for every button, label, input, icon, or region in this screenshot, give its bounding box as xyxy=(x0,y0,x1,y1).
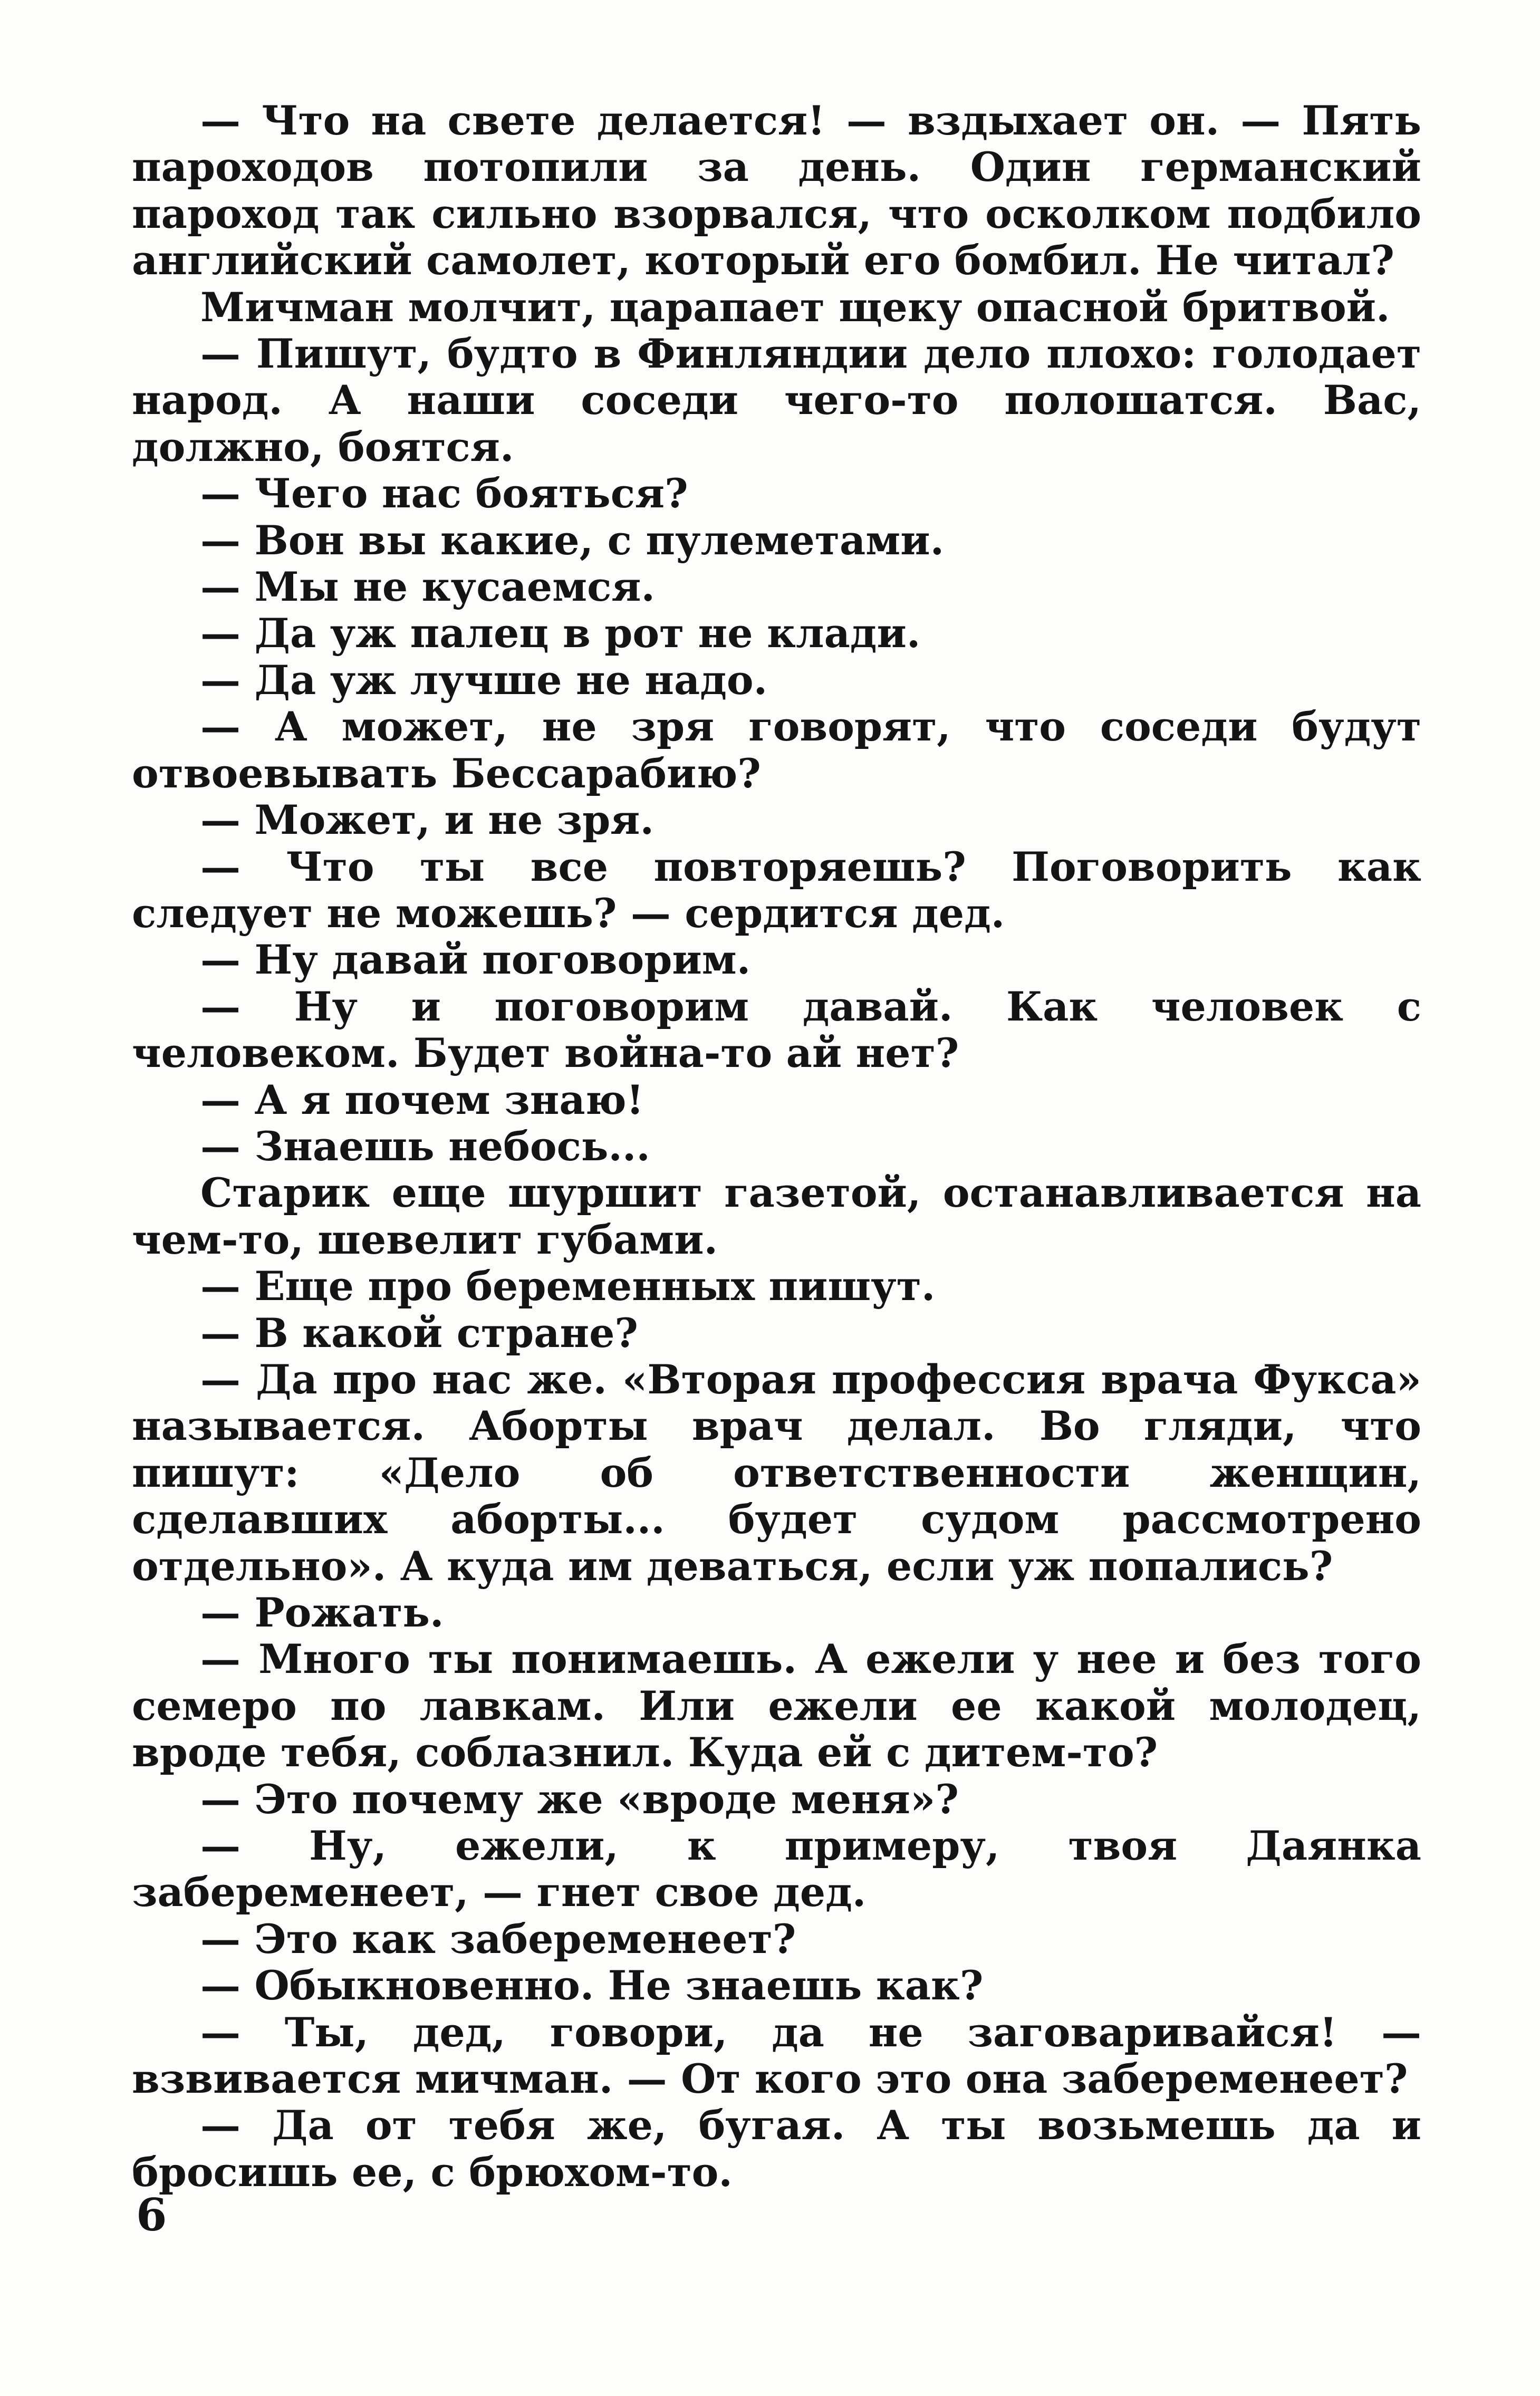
paragraph-15: — Знаешь небось... xyxy=(200,1122,650,1170)
paragraph-11: — Что ты все повторяешь? Поговорить как следует не можешь? — сердится дед. xyxy=(132,843,1421,937)
paragraph-2: Мичман молчит, царапает щеку опасной бритвой. xyxy=(200,283,1390,331)
page-body-text xyxy=(132,98,1421,2196)
paragraph-7: — Да уж палец в рот не клади. xyxy=(200,610,921,657)
paragraph-6: — Мы не кусаемся. xyxy=(200,563,655,611)
paragraph-16: Старик еще шуршит газетой, останавливается на чем-то, шевелит губами. xyxy=(132,1169,1421,1263)
paragraph-14: — А я почем знаю! xyxy=(200,1076,644,1123)
paragraph-22: — Это почему же «вроде меня»? xyxy=(200,1775,959,1823)
paragraph-4: — Чего нас бояться? xyxy=(200,470,688,517)
paragraph-9: — А может, не зря говорят, что соседи будут отвоевывать Бессарабию? xyxy=(132,703,1421,797)
paragraph-12: — Ну давай поговорим. xyxy=(200,936,751,984)
paragraph-13: — Ну и поговорим давай. Как человек с человеком. Будет война-то ай нет? xyxy=(132,983,1421,1077)
paragraph-23: — Ну, ежели, к примеру, твоя Даянка забеременеет, — гнет свое дед. xyxy=(132,1822,1421,1916)
paragraph-3: — Пишут, будто в Финляндии дело плохо: голодает народ. А наши соседи чего-то полошатся. Вас, должно, боятся. xyxy=(132,330,1421,470)
paragraph-1: — Что на свете делается! — вздыхает он. — Пять пароходов потопили за день. Один германский пароход так сильно взорвался, что осколком подбило английский самолет, который его бомбил. Не читал? xyxy=(132,97,1421,284)
paragraph-10: — Может, и не зря. xyxy=(200,796,654,844)
paragraph-25: — Обыкновенно. Не знаешь как? xyxy=(200,1962,984,2009)
paragraph-8: — Да уж лучше не надо. xyxy=(200,656,768,704)
paragraph-20: — Рожать. xyxy=(200,1589,444,1636)
paragraph-5: — Вон вы какие, с пулеметами. xyxy=(200,516,945,564)
page-number: 6 xyxy=(136,2189,167,2241)
paragraph-27: — Да от тебя же, бугая. А ты возьмешь да и бросишь ее, с брюхом-то. xyxy=(132,2102,1421,2196)
paragraph-26: — Ты, дед, говори, да не заговаривайся! — взвивается мичман. — От кого это она забеременеет? xyxy=(132,2008,1421,2103)
paragraph-18: — В какой стране? xyxy=(200,1309,638,1356)
paragraph-21: — Много ты понимаешь. А ежели у нее и без того семеро по лавкам. Или ежели ее какой молодец, вроде тебя, соблазнил. Куда ей с дитем-то? xyxy=(132,1635,1421,1776)
paragraph-19: — Да про нас же. «Вторая профессия врача Фукса» называется. Аборты врач делал. Во гляди, что пишут: «Дело об ответственности женщин, сделавших аборты... будет судом рассмотрено отдельно». А куда им деваться, если уж попались? xyxy=(132,1355,1421,1590)
paragraph-24: — Это как забеременеет? xyxy=(200,1915,796,1962)
paragraph-17: — Еще про беременных пишут. xyxy=(200,1263,936,1310)
